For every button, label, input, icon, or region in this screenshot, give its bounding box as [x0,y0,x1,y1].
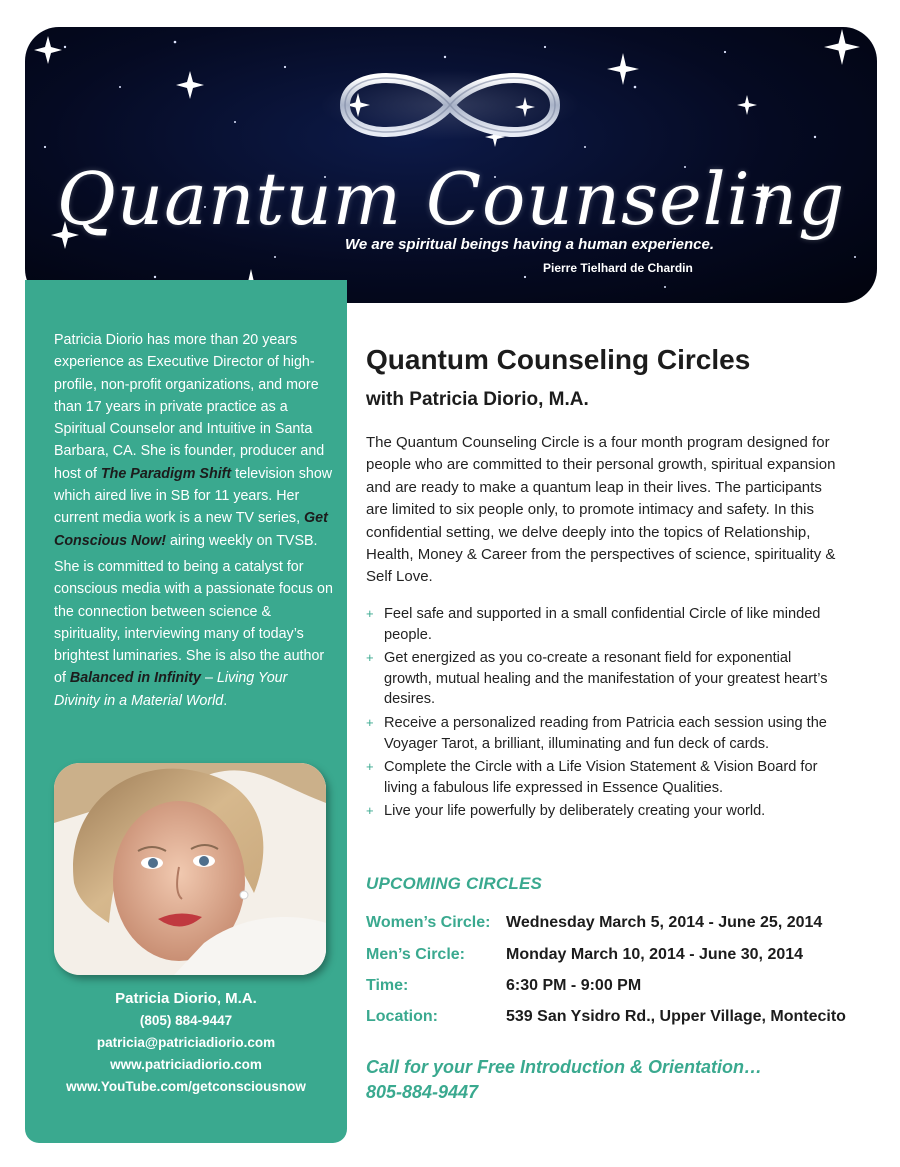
book-title: Balanced in Infinity [69,670,201,687]
list-item [366,757,836,798]
schedule-label: Women’s Circle: [366,914,491,931]
list-item-text: Complete the Circle with a Life Vision Statement & Vision Board for living a fabulous life expressed in Essence Qualities. [384,759,818,796]
show-title: The Paradigm Shift [100,465,232,482]
bio-text-segment: airing weekly on TVSB. [166,532,318,549]
benefit-list [366,604,836,825]
list-item [366,604,836,645]
contact-youtube[interactable]: www.YouTube.com/getconsciousnow [66,1079,306,1094]
schedule-label: Men’s Circle: [366,946,465,963]
call-to-action [366,1055,762,1105]
main-subtitle: with Patricia Diorio, M.A. [366,389,589,410]
bio-text-segment: television show which aired live in SB for 11 years. Her current media work is a new TV series, [54,465,333,527]
plus-bullet-icon: + [366,606,374,621]
upcoming-heading: UPCOMING CIRCLES [366,874,543,893]
tv-series-title: Get Conscious Now! [54,510,328,549]
infinity-icon [320,70,580,140]
list-item-text: Live your life powerfully by deliberately creating your world. [384,803,766,820]
schedule-value: 6:30 PM - 9:00 PM [506,977,642,994]
header-quote: We are spiritual beings having a human experience. [345,236,715,253]
bio-paragraph-2 [54,556,334,712]
schedule-value: Monday March 10, 2014 - June 30, 2014 [506,946,804,963]
bio-text-segment: She is committed to being a catalyst for conscious media with a passionate focus on the connection between science & spirituality, interviewing many of today’s brightest luminaries. She is also the author of [54,558,333,687]
plus-bullet-icon: + [366,759,374,775]
cta-text: Call for your Free Introduction & Orientation… [366,1057,763,1077]
contact-block [25,988,347,1098]
plus-bullet-icon: + [366,650,374,666]
contact-name: Patricia Diorio, M.A. [115,990,257,1007]
bio-paragraph-1 [54,329,334,552]
list-item [366,801,836,822]
schedule-label: Location: [366,1008,438,1025]
bio-text-segment: . [223,692,228,709]
bio-text-segment: – [200,670,217,687]
list-item [366,648,836,710]
schedule-label: Time: [366,977,409,994]
quote-author: Pierre Tielhard de Chardin [543,261,693,275]
page-title: Quantum Counseling [56,157,846,241]
intro-paragraph: The Quantum Counseling Circle is a four month program designed for people who are committed to their personal growth, spiritual expansion and are ready to make a quantum leap in their lives. The participants are limited to six people only, to promote intimacy and safety. In this confidential setting, we delve deeply into the topics of Relationship, Health, Money & Career from the perspectives of science, spirituality & Self Love. [366,434,836,586]
schedule-value: Wednesday March 5, 2014 - June 25, 2014 [506,914,823,931]
schedule-value: 539 San Ysidro Rd., Upper Village, Montecito [506,1008,846,1025]
plus-bullet-icon: + [366,714,374,730]
header-banner [25,27,877,303]
contact-phone[interactable]: (805) 884-9447 [139,1013,233,1028]
portrait-photo [54,763,326,975]
main-title: Quantum Counseling Circles [366,344,751,375]
contact-website[interactable]: www.patriciadiorio.com [110,1057,262,1072]
bio-text [54,329,334,716]
book-subtitle: Living Your Divinity in a Material World [54,670,288,709]
list-item-text: Feel safe and supported in a small confidential Circle of like minded people. [384,606,821,643]
portrait-illustration [54,763,326,975]
list-item [366,713,836,754]
cta-phone[interactable]: 805-884-9447 [366,1082,479,1102]
list-item-text: Get energized as you co-create a resonant field for exponential growth, mutual healing and the manifestation of your greatest heart’s desires. [384,650,828,708]
plus-bullet-icon: + [366,803,374,819]
contact-email[interactable]: patricia@patriciadiorio.com [96,1035,276,1050]
bio-text-segment: Patricia Diorio has more than 20 years experience as Executive Director of high-profile, non-profit organizations, and more than 17 years in private practice as a Spiritual Counselor and Intuitive in Santa Barbara, CA. She is founder, producer and host of [54,332,325,482]
list-item-text: Receive a personalized reading from Patricia each session using the Voyager Tarot, a brilliant, illuminating and fun deck of cards. [384,714,827,752]
